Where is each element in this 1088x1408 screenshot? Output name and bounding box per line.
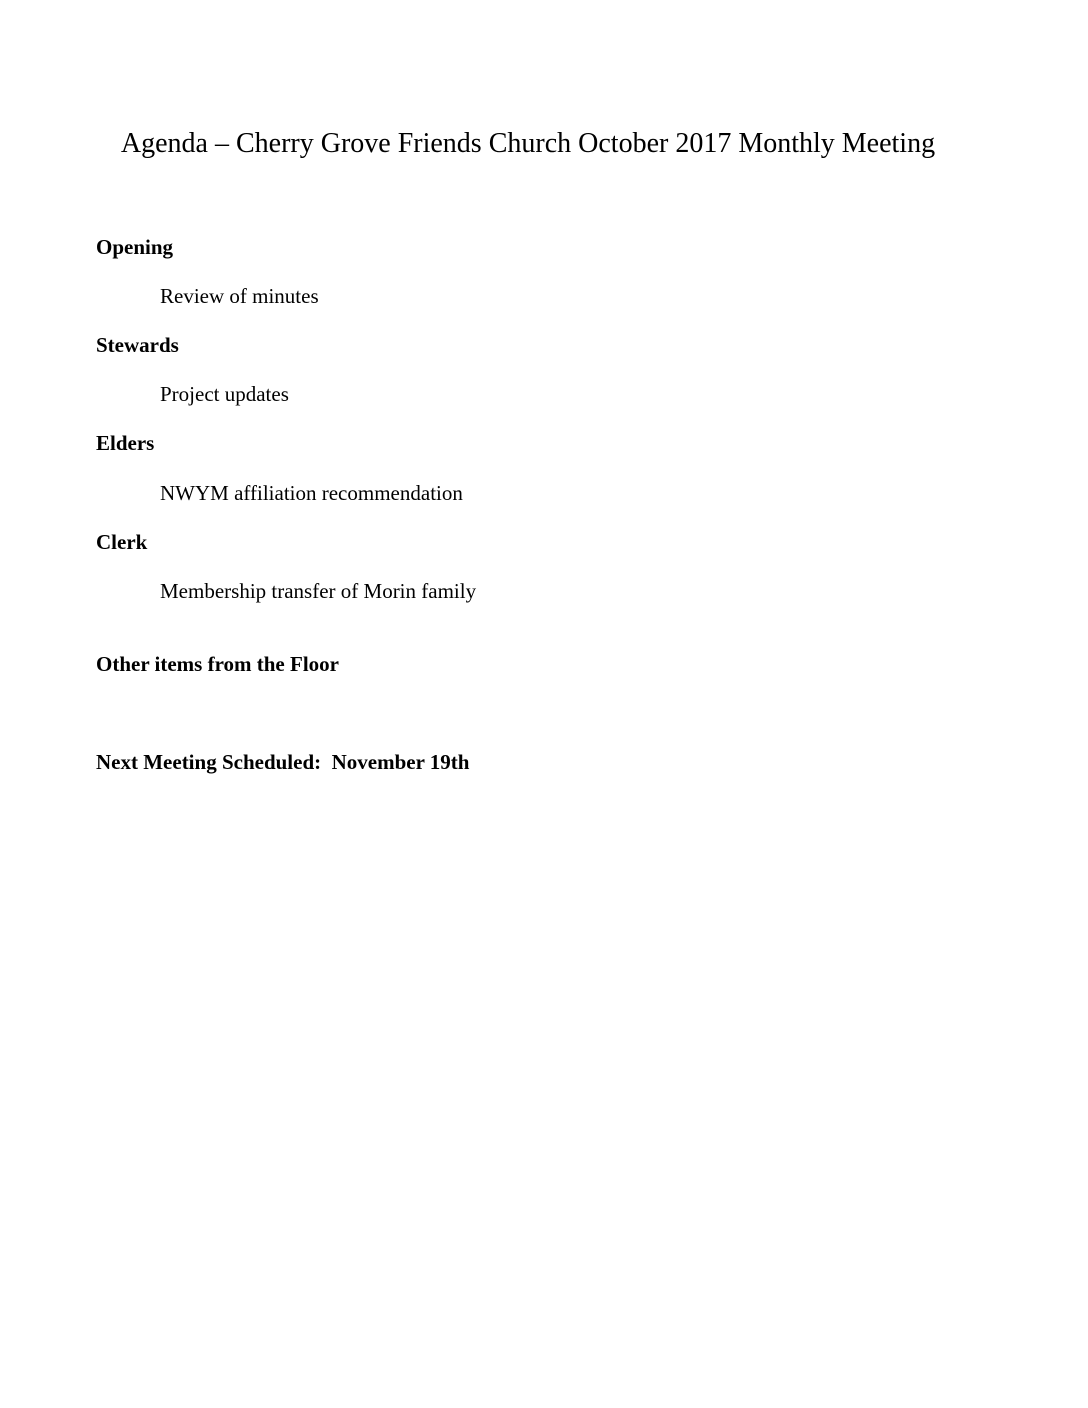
section-heading-elders: Elders [96,431,155,455]
section-item-membership-transfer: Membership transfer of Morin family [160,579,477,603]
section-item-nwym-affiliation: NWYM affiliation recommendation [160,481,463,505]
section-heading-clerk: Clerk [96,530,148,554]
section-heading-stewards: Stewards [96,333,179,357]
next-meeting-heading: Next Meeting Scheduled: November 19th [96,750,470,774]
section-item-project-updates: Project updates [160,382,289,406]
section-item-review-of-minutes: Review of minutes [160,284,319,308]
section-heading-opening: Opening [96,235,174,259]
other-items-heading: Other items from the Floor [96,652,339,676]
page-title: Agenda – Cherry Grove Friends Church October 2017 Monthly Meeting [120,128,936,159]
